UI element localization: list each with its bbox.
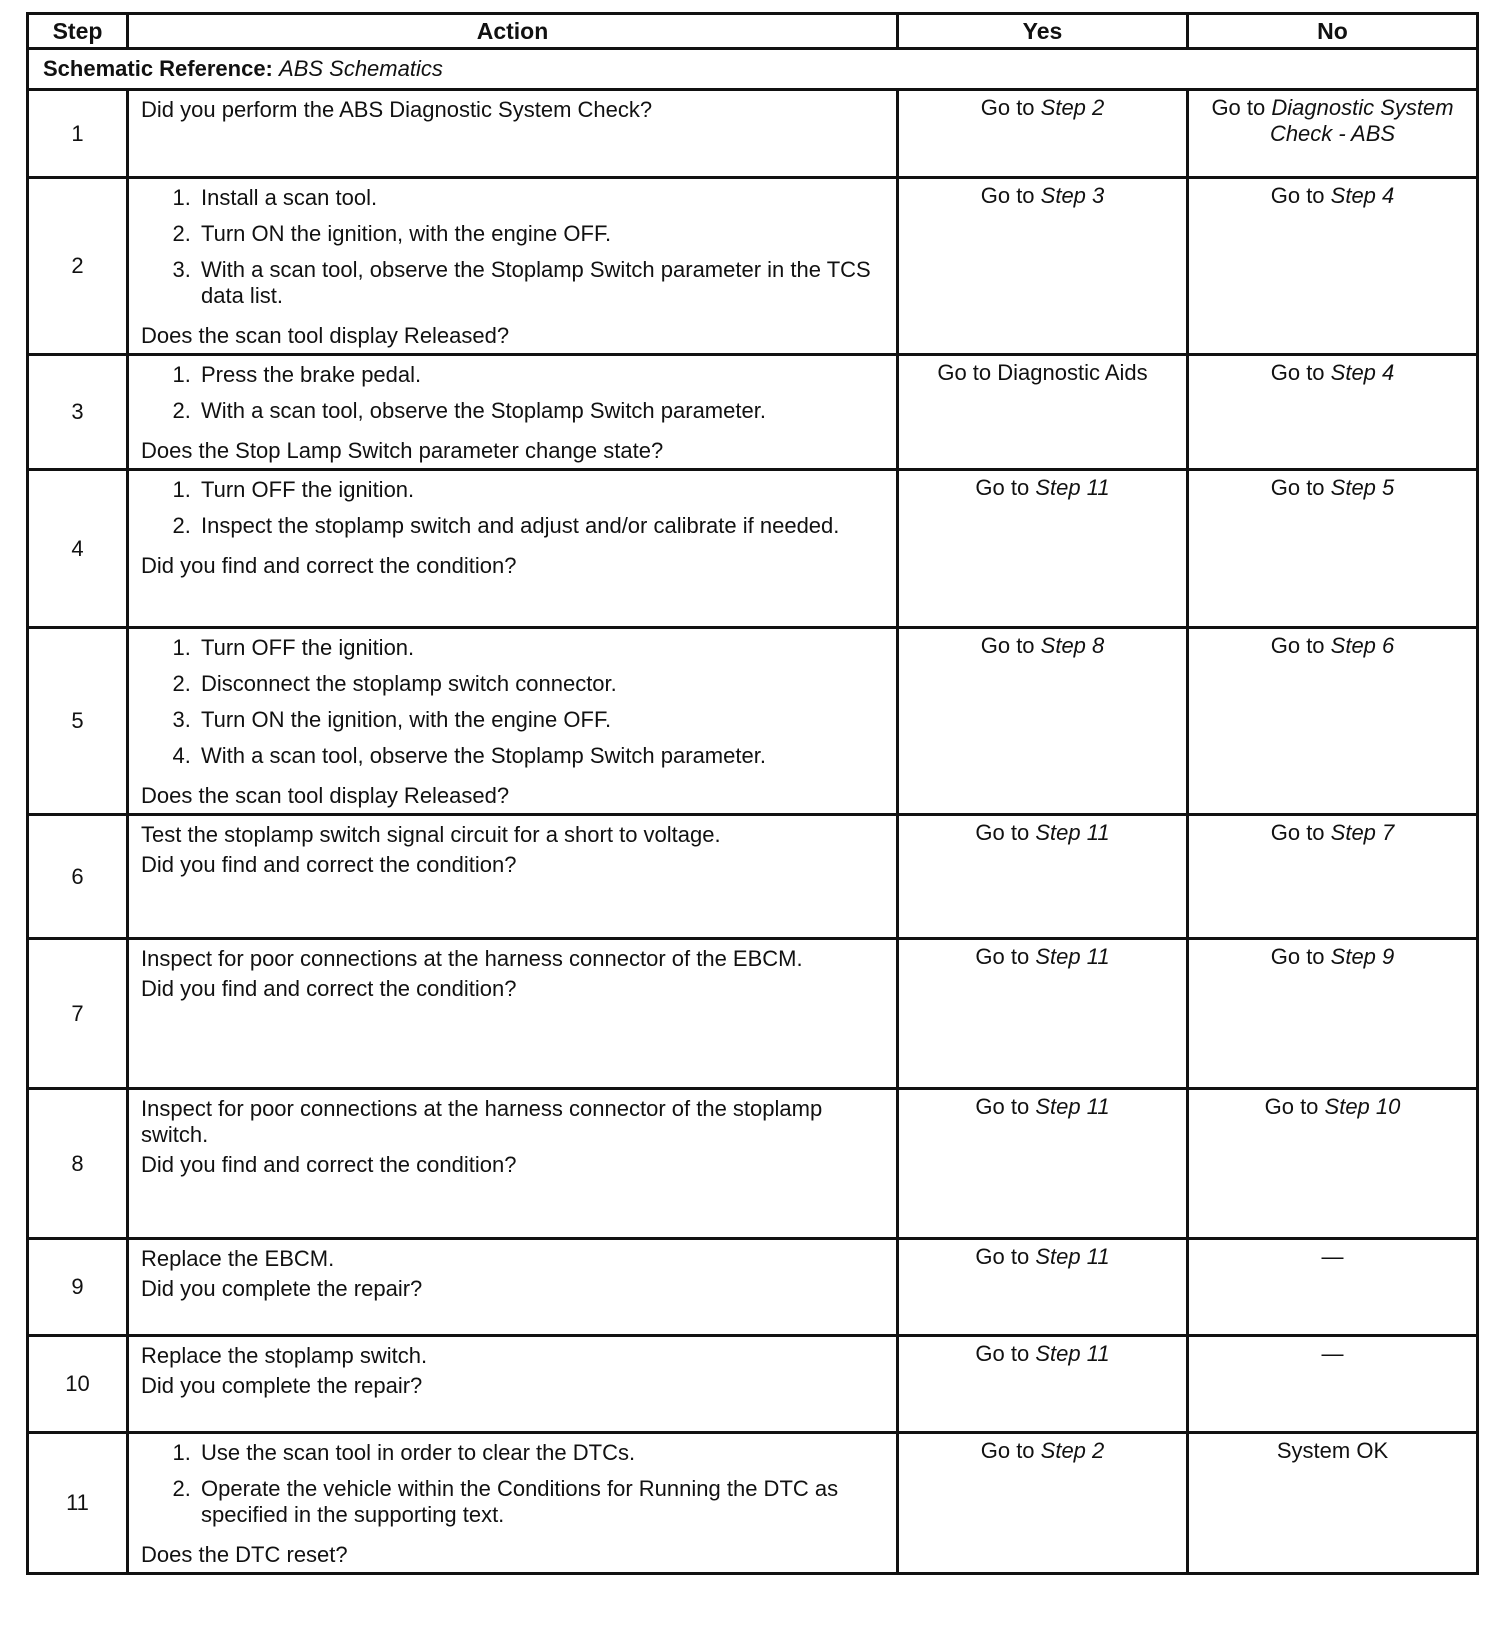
yes-step-link[interactable]: Step 2 <box>1040 1438 1105 1463</box>
action-instructions <box>141 1440 886 1538</box>
yes-content <box>899 629 1186 665</box>
action-question: Does the DTC reset? <box>141 1542 348 1567</box>
action-instructions <box>141 946 886 972</box>
action-question: Does the scan tool display Released? <box>141 783 510 808</box>
yes-content <box>899 940 1186 976</box>
action-content <box>141 816 886 878</box>
yes-step-link[interactable]: Step 2 <box>1040 95 1105 120</box>
yes-content <box>899 1337 1186 1373</box>
step-row <box>28 939 1478 1089</box>
step-number: 10 <box>28 1336 128 1433</box>
step-number: 7 <box>28 939 128 1089</box>
yes-cell <box>898 815 1188 939</box>
yes-step-link[interactable]: Step 8 <box>1040 633 1105 658</box>
instruction-item: 1. Turn OFF the ignition. <box>197 635 886 661</box>
step-number: 2 <box>28 178 128 355</box>
no-content <box>1189 1090 1476 1126</box>
yes-step-link[interactable]: Step 11 <box>1035 475 1110 500</box>
action-question: Did you find and correct the condition? <box>141 852 517 877</box>
step-number: 5 <box>28 628 128 815</box>
no-step-link[interactable]: Step 6 <box>1330 633 1395 658</box>
yes-cell <box>898 1239 1188 1336</box>
yes-instruction[interactable]: Go to Step 3 <box>980 183 1105 208</box>
instruction-item: 1. Install a scan tool. <box>197 185 886 211</box>
no-instruction[interactable]: Go to Step 6 <box>1270 633 1395 658</box>
schematic-reference-value: ABS Schematics <box>279 56 443 81</box>
no-cell <box>1188 1239 1478 1336</box>
action-content <box>141 629 886 809</box>
action-instructions <box>141 185 886 319</box>
step-row <box>28 90 1478 178</box>
yes-content <box>899 179 1186 215</box>
no-content <box>1189 471 1476 507</box>
no-content <box>1189 179 1476 215</box>
instruction-item: 1. Press the brake pedal. <box>197 362 886 388</box>
step-row <box>28 628 1478 815</box>
schematic-reference <box>28 49 1478 90</box>
step-row <box>28 1336 1478 1433</box>
yes-instruction[interactable]: Go to Step 11 <box>975 820 1110 845</box>
yes-step-link[interactable]: Step 11 <box>1035 820 1110 845</box>
yes-cell <box>898 1433 1188 1574</box>
yes-cell <box>898 355 1188 470</box>
instruction-item: 4. With a scan tool, observe the Stoplamp Switch parameter. <box>197 743 886 769</box>
action-instructions <box>141 1343 886 1369</box>
action-text: Did you perform the ABS Diagnostic System Check? <box>141 97 653 122</box>
no-cell <box>1188 1433 1478 1574</box>
no-instruction[interactable]: Go to Step 4 <box>1270 360 1395 385</box>
no-instruction: — <box>1321 1341 1344 1366</box>
no-instruction[interactable]: Go to Step 7 <box>1270 820 1395 845</box>
no-cell <box>1188 355 1478 470</box>
action-instructions <box>141 97 886 123</box>
yes-content <box>899 1240 1186 1276</box>
action-content <box>141 471 886 579</box>
action-cell <box>128 90 898 178</box>
no-instruction: — <box>1321 1244 1344 1269</box>
step-row <box>28 1433 1478 1574</box>
action-cell <box>128 628 898 815</box>
step-row <box>28 1239 1478 1336</box>
action-question: Does the Stop Lamp Switch parameter change state? <box>141 438 664 463</box>
yes-instruction[interactable]: Go to Step 2 <box>980 95 1105 120</box>
action-cell <box>128 1239 898 1336</box>
yes-content <box>899 1090 1186 1126</box>
no-content <box>1189 91 1476 153</box>
action-content <box>141 1337 886 1399</box>
action-content <box>141 1240 886 1302</box>
schematic-reference-row <box>28 49 1478 90</box>
header-action: Action <box>128 14 898 49</box>
yes-step-link[interactable]: Step 3 <box>1040 183 1105 208</box>
no-cell <box>1188 178 1478 355</box>
yes-cell <box>898 939 1188 1089</box>
step-number: 11 <box>28 1433 128 1574</box>
yes-cell <box>898 90 1188 178</box>
yes-instruction[interactable]: Go to Diagnostic Aids <box>937 360 1148 385</box>
action-content <box>141 1434 886 1568</box>
yes-step-link[interactable]: Step 11 <box>1035 1341 1110 1366</box>
no-content <box>1189 1434 1476 1470</box>
no-step-link[interactable]: Step 4 <box>1330 360 1395 385</box>
yes-instruction[interactable]: Go to Step 11 <box>975 1341 1110 1366</box>
no-cell <box>1188 470 1478 628</box>
action-cell <box>128 1336 898 1433</box>
yes-instruction[interactable]: Go to Step 11 <box>975 1094 1110 1119</box>
yes-content <box>899 356 1186 392</box>
action-text: Test the stoplamp switch signal circuit for a short to voltage. <box>141 822 721 847</box>
action-content <box>141 91 886 123</box>
action-content <box>141 1090 886 1178</box>
no-cell <box>1188 815 1478 939</box>
action-question: Did you complete the repair? <box>141 1373 423 1398</box>
action-question: Did you find and correct the condition? <box>141 976 517 1001</box>
instruction-list <box>141 635 886 769</box>
no-step-link[interactable]: Step 10 <box>1324 1094 1401 1119</box>
step-number: 4 <box>28 470 128 628</box>
instruction-item: 3. Turn ON the ignition, with the engine OFF. <box>197 707 886 733</box>
action-question: Did you complete the repair? <box>141 1276 423 1301</box>
no-instruction: System OK <box>1276 1438 1389 1463</box>
no-content <box>1189 1240 1476 1276</box>
step-number: 8 <box>28 1089 128 1239</box>
no-step-link[interactable]: Diagnostic System Check - ABS <box>1269 95 1454 146</box>
no-content <box>1189 1337 1476 1373</box>
action-text: Inspect for poor connections at the harness connector of the stoplamp switch. <box>141 1096 823 1147</box>
no-instruction[interactable]: Go to Step 4 <box>1270 183 1395 208</box>
no-content <box>1189 356 1476 392</box>
header-no: No <box>1188 14 1478 49</box>
step-row <box>28 1089 1478 1239</box>
no-instruction[interactable]: Go to Step 10 <box>1264 1094 1401 1119</box>
no-content <box>1189 629 1476 665</box>
action-question: Did you find and correct the condition? <box>141 553 517 578</box>
action-instructions <box>141 1246 886 1272</box>
action-cell <box>128 1433 898 1574</box>
instruction-list <box>141 477 886 539</box>
header-yes: Yes <box>898 14 1188 49</box>
instruction-list <box>141 362 886 424</box>
no-content <box>1189 940 1476 976</box>
yes-instruction[interactable]: Go to Step 8 <box>980 633 1105 658</box>
instruction-item: 1. Turn OFF the ignition. <box>197 477 886 503</box>
no-instruction[interactable]: Go to Step 5 <box>1270 475 1395 500</box>
no-cell <box>1188 90 1478 178</box>
yes-instruction[interactable]: Go to Step 11 <box>975 475 1110 500</box>
no-cell <box>1188 1336 1478 1433</box>
no-step-link[interactable]: Step 4 <box>1330 183 1395 208</box>
step-row <box>28 178 1478 355</box>
instruction-item: 2. Disconnect the stoplamp switch connector. <box>197 671 886 697</box>
step-number: 3 <box>28 355 128 470</box>
yes-cell <box>898 628 1188 815</box>
instruction-list <box>141 1440 886 1528</box>
yes-cell <box>898 178 1188 355</box>
instruction-item: 2. Turn ON the ignition, with the engine OFF. <box>197 221 886 247</box>
yes-step-link[interactable]: Step 11 <box>1035 944 1110 969</box>
action-question: Did you find and correct the condition? <box>141 1152 517 1177</box>
instruction-item: 1. Use the scan tool in order to clear the DTCs. <box>197 1440 886 1466</box>
instruction-item: 2. Operate the vehicle within the Conditions for Running the DTC as specified in the supporting text. <box>197 1476 886 1528</box>
no-step-link[interactable]: Step 7 <box>1330 820 1395 845</box>
instruction-item: 2. Inspect the stoplamp switch and adjust and/or calibrate if needed. <box>197 513 886 539</box>
schematic-reference-label: Schematic Reference: <box>43 56 273 81</box>
action-question: Does the scan tool display Released? <box>141 323 510 348</box>
action-cell <box>128 1089 898 1239</box>
diagnostic-table <box>26 12 1479 1575</box>
yes-content <box>899 471 1186 507</box>
action-instructions <box>141 1096 886 1148</box>
instruction-item: 3. With a scan tool, observe the Stoplamp Switch parameter in the TCS data list. <box>197 257 886 309</box>
yes-cell <box>898 1336 1188 1433</box>
no-step-link[interactable]: Step 5 <box>1330 475 1395 500</box>
yes-step-link[interactable]: Step 11 <box>1035 1244 1110 1269</box>
yes-cell <box>898 470 1188 628</box>
step-row <box>28 355 1478 470</box>
action-text: Replace the stoplamp switch. <box>141 1343 428 1368</box>
yes-instruction[interactable]: Go to Step 11 <box>975 944 1110 969</box>
action-cell <box>128 815 898 939</box>
action-instructions <box>141 822 886 848</box>
yes-content <box>899 816 1186 852</box>
action-text: Inspect for poor connections at the harness connector of the EBCM. <box>141 946 803 971</box>
step-number: 9 <box>28 1239 128 1336</box>
action-content <box>141 356 886 464</box>
no-instruction[interactable]: Go to Diagnostic System Check - ABS <box>1211 95 1454 146</box>
yes-instruction[interactable]: Go to Step 2 <box>980 1438 1105 1463</box>
action-cell <box>128 939 898 1089</box>
no-cell <box>1188 628 1478 815</box>
instruction-item: 2. With a scan tool, observe the Stoplamp Switch parameter. <box>197 398 886 424</box>
yes-instruction[interactable]: Go to Step 11 <box>975 1244 1110 1269</box>
no-instruction[interactable]: Go to Step 9 <box>1270 944 1395 969</box>
action-instructions <box>141 635 886 779</box>
action-content <box>141 940 886 1002</box>
yes-cell <box>898 1089 1188 1239</box>
step-row <box>28 470 1478 628</box>
action-content <box>141 179 886 349</box>
header-step: Step <box>28 14 128 49</box>
action-cell <box>128 470 898 628</box>
action-instructions <box>141 362 886 434</box>
step-row <box>28 815 1478 939</box>
action-cell <box>128 355 898 470</box>
no-content <box>1189 816 1476 852</box>
no-cell <box>1188 939 1478 1089</box>
yes-content <box>899 91 1186 127</box>
yes-content <box>899 1434 1186 1470</box>
action-instructions <box>141 477 886 549</box>
no-step-link[interactable]: Step 9 <box>1330 944 1395 969</box>
step-number: 1 <box>28 90 128 178</box>
action-text: Replace the EBCM. <box>141 1246 335 1271</box>
step-number: 6 <box>28 815 128 939</box>
yes-step-link[interactable]: Step 11 <box>1035 1094 1110 1119</box>
instruction-list <box>141 185 886 309</box>
no-cell <box>1188 1089 1478 1239</box>
action-cell <box>128 178 898 355</box>
header-row <box>28 14 1478 49</box>
